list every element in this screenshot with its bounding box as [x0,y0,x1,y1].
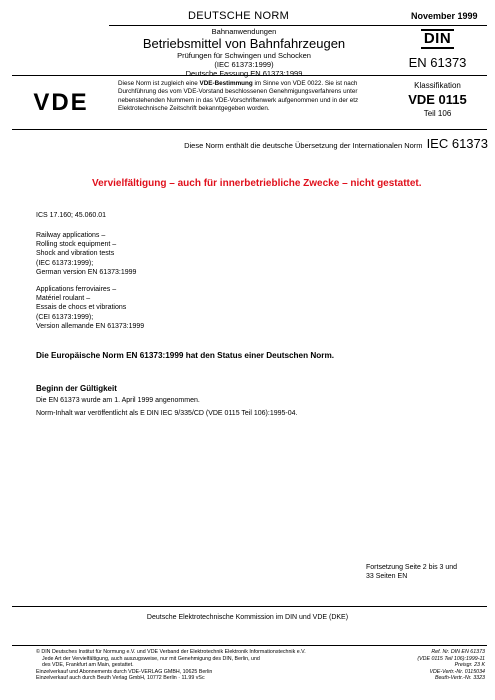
international-norm-line [170,136,488,151]
french-line: Applications ferroviaires – [36,286,117,293]
footer-ref-line: (VDE 0115 Teil 106):1999-11 [417,655,485,662]
french-line: Essais de chocs et vibrations [36,304,127,312]
validity-line-1: Die EN 61373 wurde am 1. April 1999 angenommen. [36,397,200,404]
norm-type-label: DEUTSCHE NORM [188,10,290,22]
english-line: Railway applications – [36,232,106,239]
vde-desc-pre: Diese Norm ist zugleich eine [118,80,200,87]
french-line: Version allemande EN 61373:1999 [36,322,145,330]
document-title: Betriebsmittel von Bahnfahrzeugen [142,36,346,51]
continuation-note [366,563,457,582]
continuation-line: 33 Seiten EN [366,573,408,581]
footer-line: Jede Art der Vervielfältigung, auch auszugsweise, nur mit Genehmigung des DIN, Berlin, und [42,655,260,662]
vde-desc-post: im Sinne von VDE 0022. Sie ist nach Durchführung des vom VDE-Vorstand beschlossenen Genehmigungsverfahrens unter nebenstehenden Nummern in das VDE-Vorschriftenwerk aufgenommen und in der etz Elektrotechnische Zeitschrift bekanntgegeben worden. [118,80,359,112]
french-line: (CEI 61373:1999); [36,313,94,321]
title-block [109,27,379,78]
copyright-footer [36,649,306,682]
footer-line: Einzelverkauf und Abonnements durch VDE-VERLAG GMBH, 10625 Berlin [36,668,213,675]
classification-part: Teil 106 [423,109,452,118]
top-rule [109,25,487,26]
eu-status-statement: Die Europäische Norm EN 61373:1999 hat den Status einer Deutschen Norm. [36,351,335,360]
din-logo: DIN [421,29,454,49]
french-line: Matériel roulant – [36,295,91,303]
english-line: (IEC 61373:1999); [36,259,94,267]
footer-ref-line: Ref. Nr. DIN EN 61373 [431,649,485,655]
issue-date: November 1999 [411,11,478,21]
title-sub-1: Prüfungen für Schwingen und Schocken [177,51,311,60]
dke-rule [12,606,487,607]
vde-description [118,80,382,113]
footer-rule [12,645,487,646]
footer-line: © DIN Deutsches Institut für Normung e.V. und VDE Verband der Elektrotechnik Elektronik Informationstechnik e.V. [36,649,306,655]
validity-heading: Beginn der Gültigkeit [36,384,117,393]
validity-line-2: Norm-Inhalt war veröffentlicht als E DIN IEC 9/335/CD (VDE 0115 Teil 106):1995-04. [36,410,298,417]
english-title [36,231,136,277]
footer-ref-line: Beuth-Vertr.-Nr. 3323 [434,675,485,681]
vde-logo [12,79,110,127]
ics-code: ICS 17.160; 45.060.01 [36,212,107,219]
din-block [388,27,487,70]
french-title [36,285,144,331]
dke-commission: Deutsche Elektrotechnische Kommission im DIN und VDE (DKE) [146,614,349,621]
classification-label: Klassifikation [414,81,461,90]
footer-line: des VDE, Frankfurt am Main, gestattet. [42,662,134,668]
vde-desc-bold: VDE-Bestimmung [199,80,253,87]
vde-logo-text: VDE [33,89,89,116]
english-line: Shock and vibration tests [36,250,115,258]
iec-number: IEC 61373 [426,136,488,151]
vde-top-rule [12,75,487,76]
classification-block [388,79,487,118]
din-number: EN 61373 [408,55,467,70]
international-norm-text: Diese Norm enthält die deutsche Übersetzung der Internationalen Norm [184,141,423,150]
continuation-line: Fortsetzung Seite 2 bis 3 und [366,564,458,571]
footer-ref-line: VDE-Vertr.-Nr. 0115034 [429,668,485,675]
title-sub-2: (IEC 61373:1999) [214,60,274,69]
title-sub-3: Deutsche Fassung EN 61373:1999 [185,69,303,78]
reference-footer [417,649,485,682]
english-line: Rolling stock equipment – [36,241,117,249]
title-category: Bahnanwendungen [211,27,277,36]
footer-ref-line: Preisgr. 23 K [454,662,485,668]
english-line: German version EN 61373:1999 [36,268,137,276]
vde-bottom-rule [12,129,487,130]
vde-classification: VDE 0115 [408,92,467,107]
copy-warning: Vervielfältigung – auch für innerbetriebliche Zwecke – nicht gestattet. [92,178,422,189]
footer-line: Einzelverkauf auch durch Beuth Verlag GmbH, 10772 Berlin · 11.99 vSc [36,675,205,681]
